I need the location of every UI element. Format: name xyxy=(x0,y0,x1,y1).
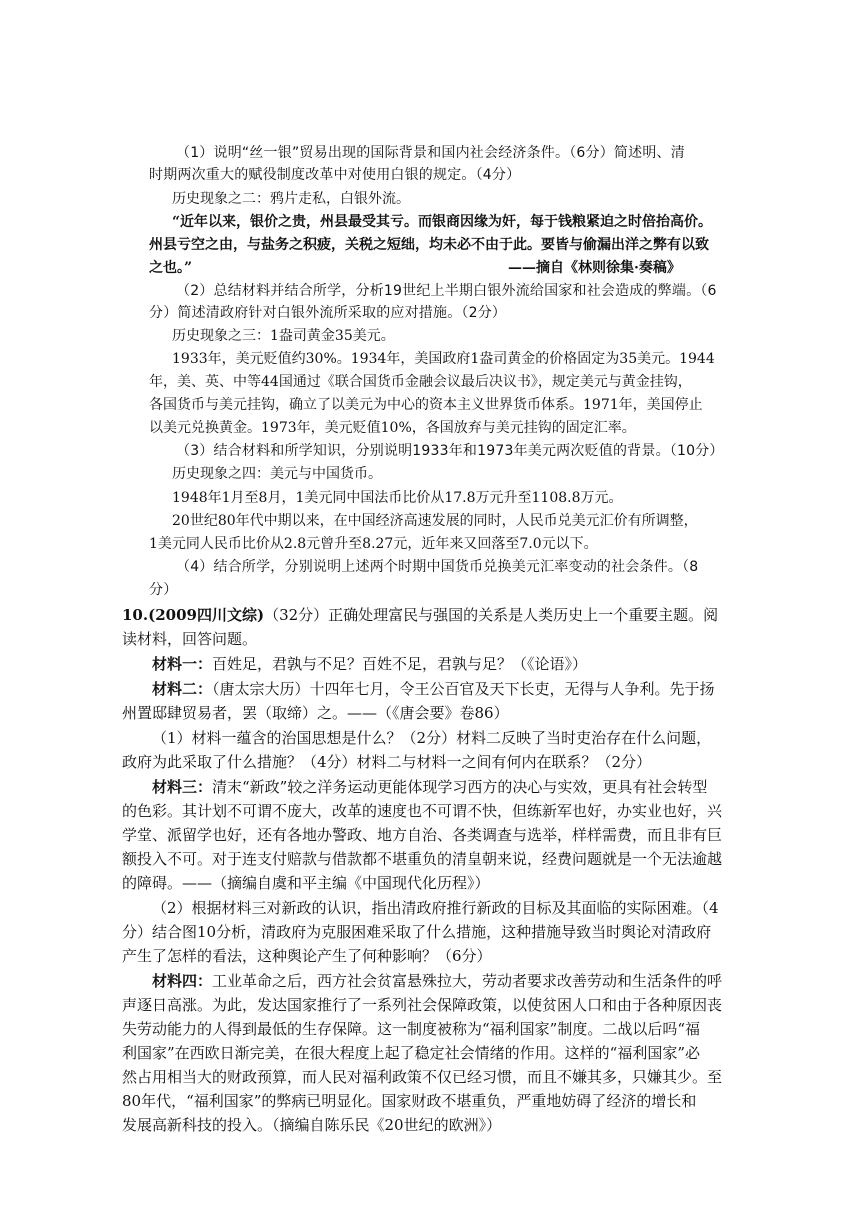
q10-source: (2009四川文综) xyxy=(148,606,265,624)
material3-line1 xyxy=(152,776,707,798)
q10-2-line2: 分）结合图10分析，清政府为克服困难采取了什么措施，这种措施导致当时舆论对清政府 xyxy=(122,923,712,941)
material2-line1 xyxy=(152,678,715,700)
material3-line3: 学堂、派留学也好，还有各地办警政、地方自治、各类调查与选举，样样需费，而且非有巨 xyxy=(122,826,723,844)
p3-line2: 年，美、英、中等44国通过《联合国货币金融会议最后决议书》，规定美元与黄金挂钩， xyxy=(149,374,692,390)
q10-1-line1: （1）材料一蕴含的治国思想是什么？（2分）材料二反映了当时吏治存在什么问题， xyxy=(152,729,712,747)
q10-1-line2: 政府为此采取了什么措施？（4分）材料二与材料一之间有何内在联系？（2分） xyxy=(122,753,652,771)
material4-line2: 声逐日高涨。为此，发达国家推行了一系列社会保障政策，以使贫困人口和由于各种原因丧 xyxy=(122,996,723,1014)
phenomenon2-title: 历史现象之二：鸦片走私，白银外流。 xyxy=(172,191,410,207)
material3-line4: 额投入不可。对于连支付赔款与借款都不堪重负的清皇朝来说，经费问题就是一个无法逾越 xyxy=(122,850,723,868)
material4-line7: 发展高新科技的投入。（摘编自陈乐民《20世纪的欧洲》） xyxy=(122,1116,502,1134)
material3-text: 清末“新政”较之洋务运动更能体现学习西方的决心与实效，更具有社会转型 xyxy=(212,778,708,796)
q10-2-line3: 产生了怎样的看法，这种舆论产生了何种影响？（6分） xyxy=(122,947,492,965)
q10-header xyxy=(122,604,718,626)
material4-line1 xyxy=(152,970,722,992)
q10-header-text: （32分）正确处理富民与强国的关系是人类历史上一个重要主题。阅 xyxy=(264,606,719,624)
q1-line2: 时期两次重大的赋役制度改革中对使用白银的规定。（4分） xyxy=(149,167,521,183)
p3-line1: 1933年，美元贬值约30%。1934年，美国政府1盎司黄金的价格固定为35美元。1944 xyxy=(172,351,715,367)
quote-line1: “近年以来，银价之贵，州县最受其亏。而银商因缘为奸，每于钱粮紧迫之时倍抬高价。 xyxy=(172,214,713,230)
p3-line3: 各国货币与美元挂钩，确立了以美元为中心的资本主义世界货币体系。1971年，美国停止 xyxy=(149,397,703,413)
p4-line2: 20世纪80年代中期以来，在中国经济高速发展的同时，人民币兑美元汇价有所调整， xyxy=(172,513,698,529)
quote-line2: 州县亏空之由，与盐务之积疲，关税之短绌，均未必不由于此。要皆与偷漏出洋之弊有以致 xyxy=(149,237,709,253)
material1-text: 百姓足，君孰与不足？百姓不足，君孰与足？（《论语》） xyxy=(212,655,588,673)
material4-line4: 利国家”在西欧日渐完美，在很大程度上起了稳定社会情绪的作用。这样的“福利国家”必 xyxy=(122,1044,701,1062)
p3-line4: 以美元兑换黄金。1973年，美元贬值10%，各国放弃与美元挂钩的固定汇率。 xyxy=(149,420,636,436)
material4-line6: 80年代，“福利国家”的弊病已明显化。国家财政不堪重负，严重地妨碍了经济的增长和 xyxy=(122,1092,697,1110)
material1-label: 材料一： xyxy=(152,655,213,673)
material3-line2: 的色彩。其计划不可谓不庞大，改革的速度也不可谓不快，但练新军也好，办实业也好，兴 xyxy=(122,802,723,820)
q10-header-line2: 读材料，回答问题。 xyxy=(122,630,258,648)
phenomenon4-title: 历史现象之四：美元与中国货币。 xyxy=(172,466,382,482)
q2-line2: 分）简述清政府针对白银外流所采取的应对措施。（2分） xyxy=(149,305,507,321)
q1-line1: （1）说明“丝一银”贸易出现的国际背景和国内社会经济条件。（6分）简述明、清 xyxy=(176,145,685,161)
phenomenon3-title: 历史现象之三：1盎司黄金35美元。 xyxy=(172,328,395,344)
quote-source: ——摘自《林则徐集·奏稿》 xyxy=(508,260,681,276)
material4-text: 工业革命之后，西方社会贫富悬殊拉大，劳动者要求改善劳动和生活条件的呼 xyxy=(212,972,723,990)
material2-line2: 州置邸肆贸易者，罢（取缔）之。——（《唐会要》卷86） xyxy=(122,704,509,722)
p4-line1: 1948年1月至8月，1美元同中国法币比价从17.8万元升至1108.8万元。 xyxy=(172,490,623,506)
material2-text: （唐太宗大历）十四年七月，令王公百官及天下长吏，无得与人争利。先于扬 xyxy=(212,680,715,698)
q3-line1: （3）结合材料和所学知识，分别说明1933年和1973年美元两次贬值的背景。（10分） xyxy=(176,443,724,459)
q4-line1: （4）结合所学，分别说明上述两个时期中国货币兑换美元汇率变动的社会条件。（8 xyxy=(176,559,699,575)
q4-line2: 分） xyxy=(149,582,178,598)
quote-line3: 之也。” xyxy=(149,260,193,276)
q10-2-line1: （2）根据材料三对新政的认识，指出清政府推行新政的目标及其面临的实际困难。（4 xyxy=(152,899,719,917)
material4-label: 材料四： xyxy=(152,972,213,990)
material3-label: 材料三： xyxy=(152,778,213,796)
material4-line3: 失劳动能力的人得到最低的生存保障。这一制度被称为“福利国家”制度。二战以后吗“福 xyxy=(122,1020,701,1038)
q10-number: 10. xyxy=(122,606,149,624)
p4-line3: 1美元同人民币比价从2.8元曾升至8.27元，近年来又回落至7.0元以下。 xyxy=(149,536,598,552)
material2-label: 材料二： xyxy=(152,680,213,698)
material3-line5: 的障碍。——（摘编自虞和平主编《中国现代化历程》） xyxy=(122,874,490,892)
q2-line1: （2）总结材料并结合所学，分析19世纪上半期白银外流给国家和社会造成的弊端。（6 xyxy=(176,283,717,299)
material4-line5: 然占用相当大的财政预算，而人民对福利政策不仅已经习惯，而且不嫌其多，只嫌其少。至 xyxy=(122,1068,723,1086)
material1 xyxy=(152,653,587,675)
